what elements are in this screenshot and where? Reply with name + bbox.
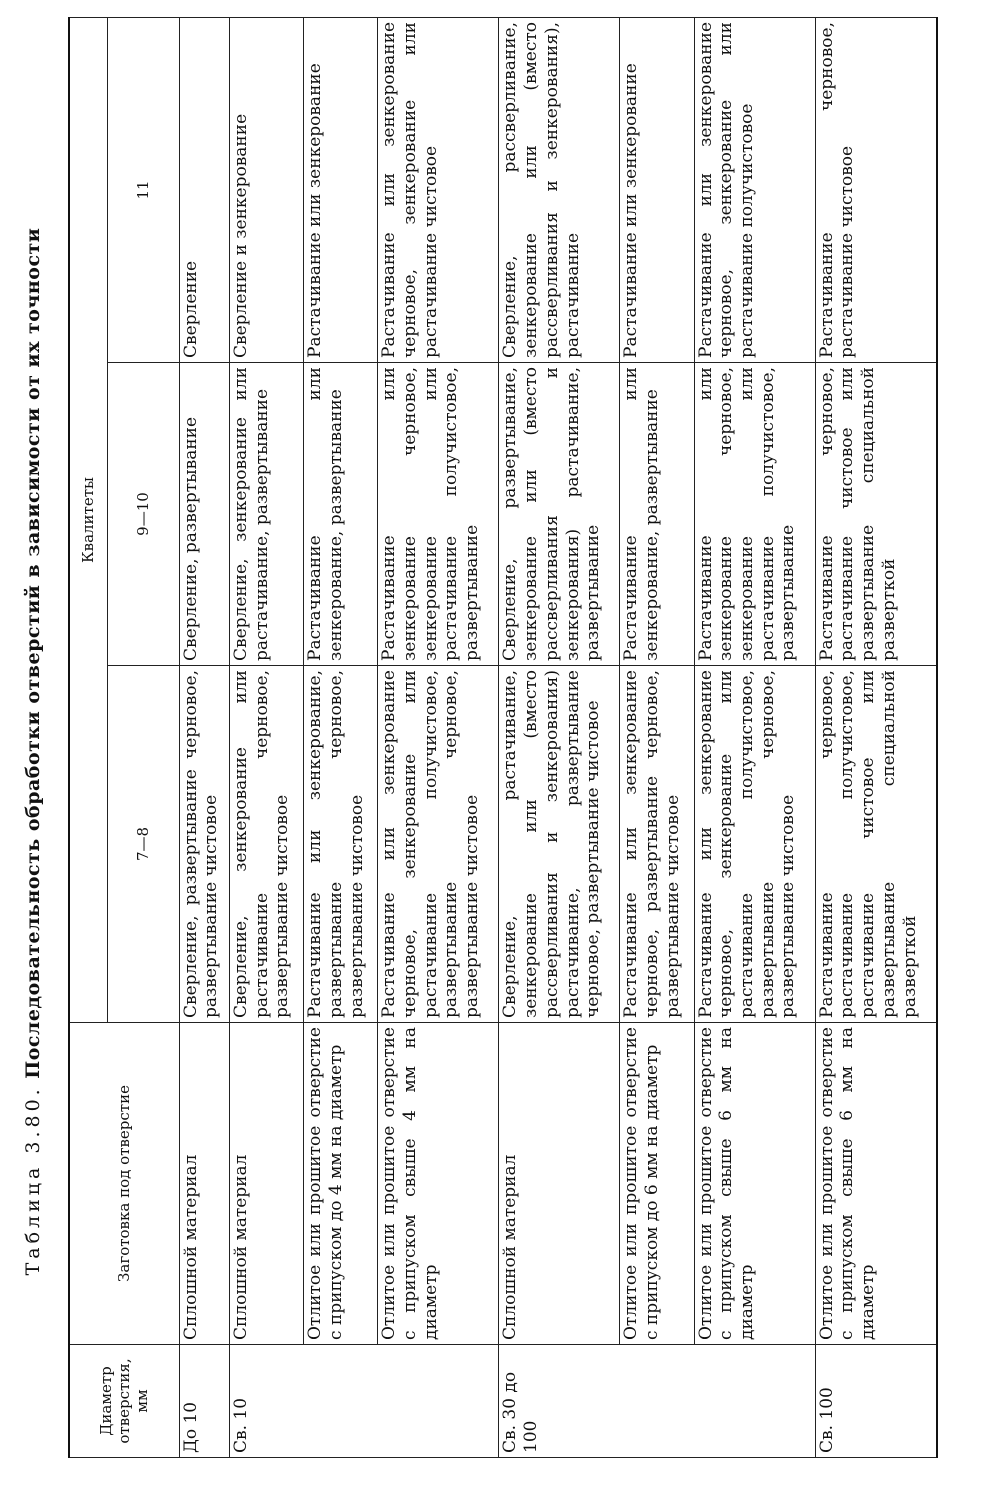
table-row (499, 17, 620, 1457)
grade-11-cell: Растачивание или зенкерование (620, 17, 694, 362)
grade-11-cell: Растачивание черновое, растачивание чистовое (815, 17, 937, 362)
grade-7-8-cell: Сверление, растачивание, зенкерование или (вместо рассверливания и зенкерования) растачивание, развертывание черновое, развертывание чистовое (499, 666, 620, 1023)
grade-7-8-cell: Сверление, зенкерование или растачивание черновое, развертывание чистовое (230, 666, 304, 1023)
grade-11-cell: Растачивание или зенкерование (304, 17, 378, 362)
diameter-cell: Св. 100 (815, 1345, 937, 1458)
table-row (815, 17, 937, 1457)
grade-7-8-cell: Растачивание или зенкерование черновое, развертывание черновое, развертывание чистовое (620, 666, 694, 1023)
diameter-cell: Св. 10 (230, 1345, 499, 1458)
grade-11-cell: Сверление (179, 17, 230, 362)
blank-cell: Сплошной материал (230, 1023, 304, 1345)
grade-7-8-cell: Растачивание или зенкерование черновое, зенкерование или растачивание получистовое, развертывание черновое, развертывание чистовое (694, 666, 815, 1023)
header-grade-11: 11 (107, 17, 179, 362)
blank-cell: Отлитое или прошитое отверстие с припуском свыше 6 мм на диаметр (694, 1023, 815, 1345)
grade-11-cell: Сверление, рассверливание, зенкерование или (вместо рассверливания и зенкерования), растачивание (499, 17, 620, 362)
table-caption (22, 0, 44, 1503)
blank-cell: Сплошной материал (179, 1023, 230, 1345)
grade-7-8-cell: Растачивание черновое, растачивание получистовое, растачивание чистовое или развертывание специальной разверткой (815, 666, 937, 1023)
table-row (230, 17, 304, 1457)
blank-cell: Отлитое или прошитое отверстие с припуском свыше 6 мм на диаметр (815, 1023, 937, 1345)
table-row (620, 17, 694, 1457)
blank-cell: Отлитое или прошитое отверстие с припуском до 4 мм на диаметр (304, 1023, 378, 1345)
header-grade-9-10: 9—10 (107, 363, 179, 666)
grade-11-cell: Сверление и зенкерование (230, 17, 304, 362)
grade-9-10-cell: Сверление, развертывание (179, 363, 230, 666)
grade-11-cell: Растачивание или зенкерование черновое, зенкерование или растачивание получистовое (694, 17, 815, 362)
grade-9-10-cell: Растачивание или зенкерование черновое, зенкерование или растачивание получистовое, развертывание (378, 363, 499, 666)
table-row (694, 17, 815, 1457)
grade-9-10-cell: Сверление, зенкерование или растачивание, развертывание (230, 363, 304, 666)
grade-7-8-cell: Растачивание или зенкерование черновое, зенкерование или растачивание получистовое, развертывание черновое, развертывание чистовое (378, 666, 499, 1023)
grade-11-cell: Растачивание или зенкерование черновое, зенкерование или растачивание чистовое (378, 17, 499, 362)
blank-cell: Отлитое или прошитое отверстие с припуском свыше 4 мм на диаметр (378, 1023, 499, 1345)
diameter-cell: Св. 30 до 100 (499, 1345, 815, 1458)
blank-cell: Отлитое или прошитое отверстие с припуском до 6 мм на диаметр (620, 1023, 694, 1345)
header-diameter: Диаметр отверстия, мм (69, 1345, 179, 1458)
grade-9-10-cell: Растачивание или зенкерование, развертывание (304, 363, 378, 666)
grade-9-10-cell: Растачивание черновое, растачивание чистовое или развертывание специальной разверткой (815, 363, 937, 666)
grade-7-8-cell: Растачивание или зенкерование, развертывание черновое, развертывание чистовое (304, 666, 378, 1023)
grade-9-10-cell: Сверление, развертывание, зенкерование или (вместо рассверливания и зенкерования) растачивание, развертывание (499, 363, 620, 666)
diameter-cell: До 10 (179, 1345, 230, 1458)
table-row (304, 17, 378, 1457)
table-row (378, 17, 499, 1457)
blank-cell: Сплошной материал (499, 1023, 620, 1345)
header-grade-7-8: 7—8 (107, 666, 179, 1023)
table-label: Таблица 3.80. (22, 1085, 44, 1276)
header-grades: Квалитеты (69, 17, 107, 1022)
machining-sequence-table (68, 17, 938, 1458)
grade-9-10-cell: Растачивание или зенкерование, развертывание (620, 363, 694, 666)
grade-9-10-cell: Растачивание или зенкерование черновое, зенкерование или растачивание получистовое, развертывание (694, 363, 815, 666)
grade-7-8-cell: Сверление, развертывание черновое, развертывание чистовое (179, 666, 230, 1023)
table-title: Последовательность обработки отверстий в зависимости от их точности (22, 227, 44, 1079)
table-row (179, 17, 230, 1457)
header-blank: Заготовка под отверстие (69, 1023, 179, 1345)
